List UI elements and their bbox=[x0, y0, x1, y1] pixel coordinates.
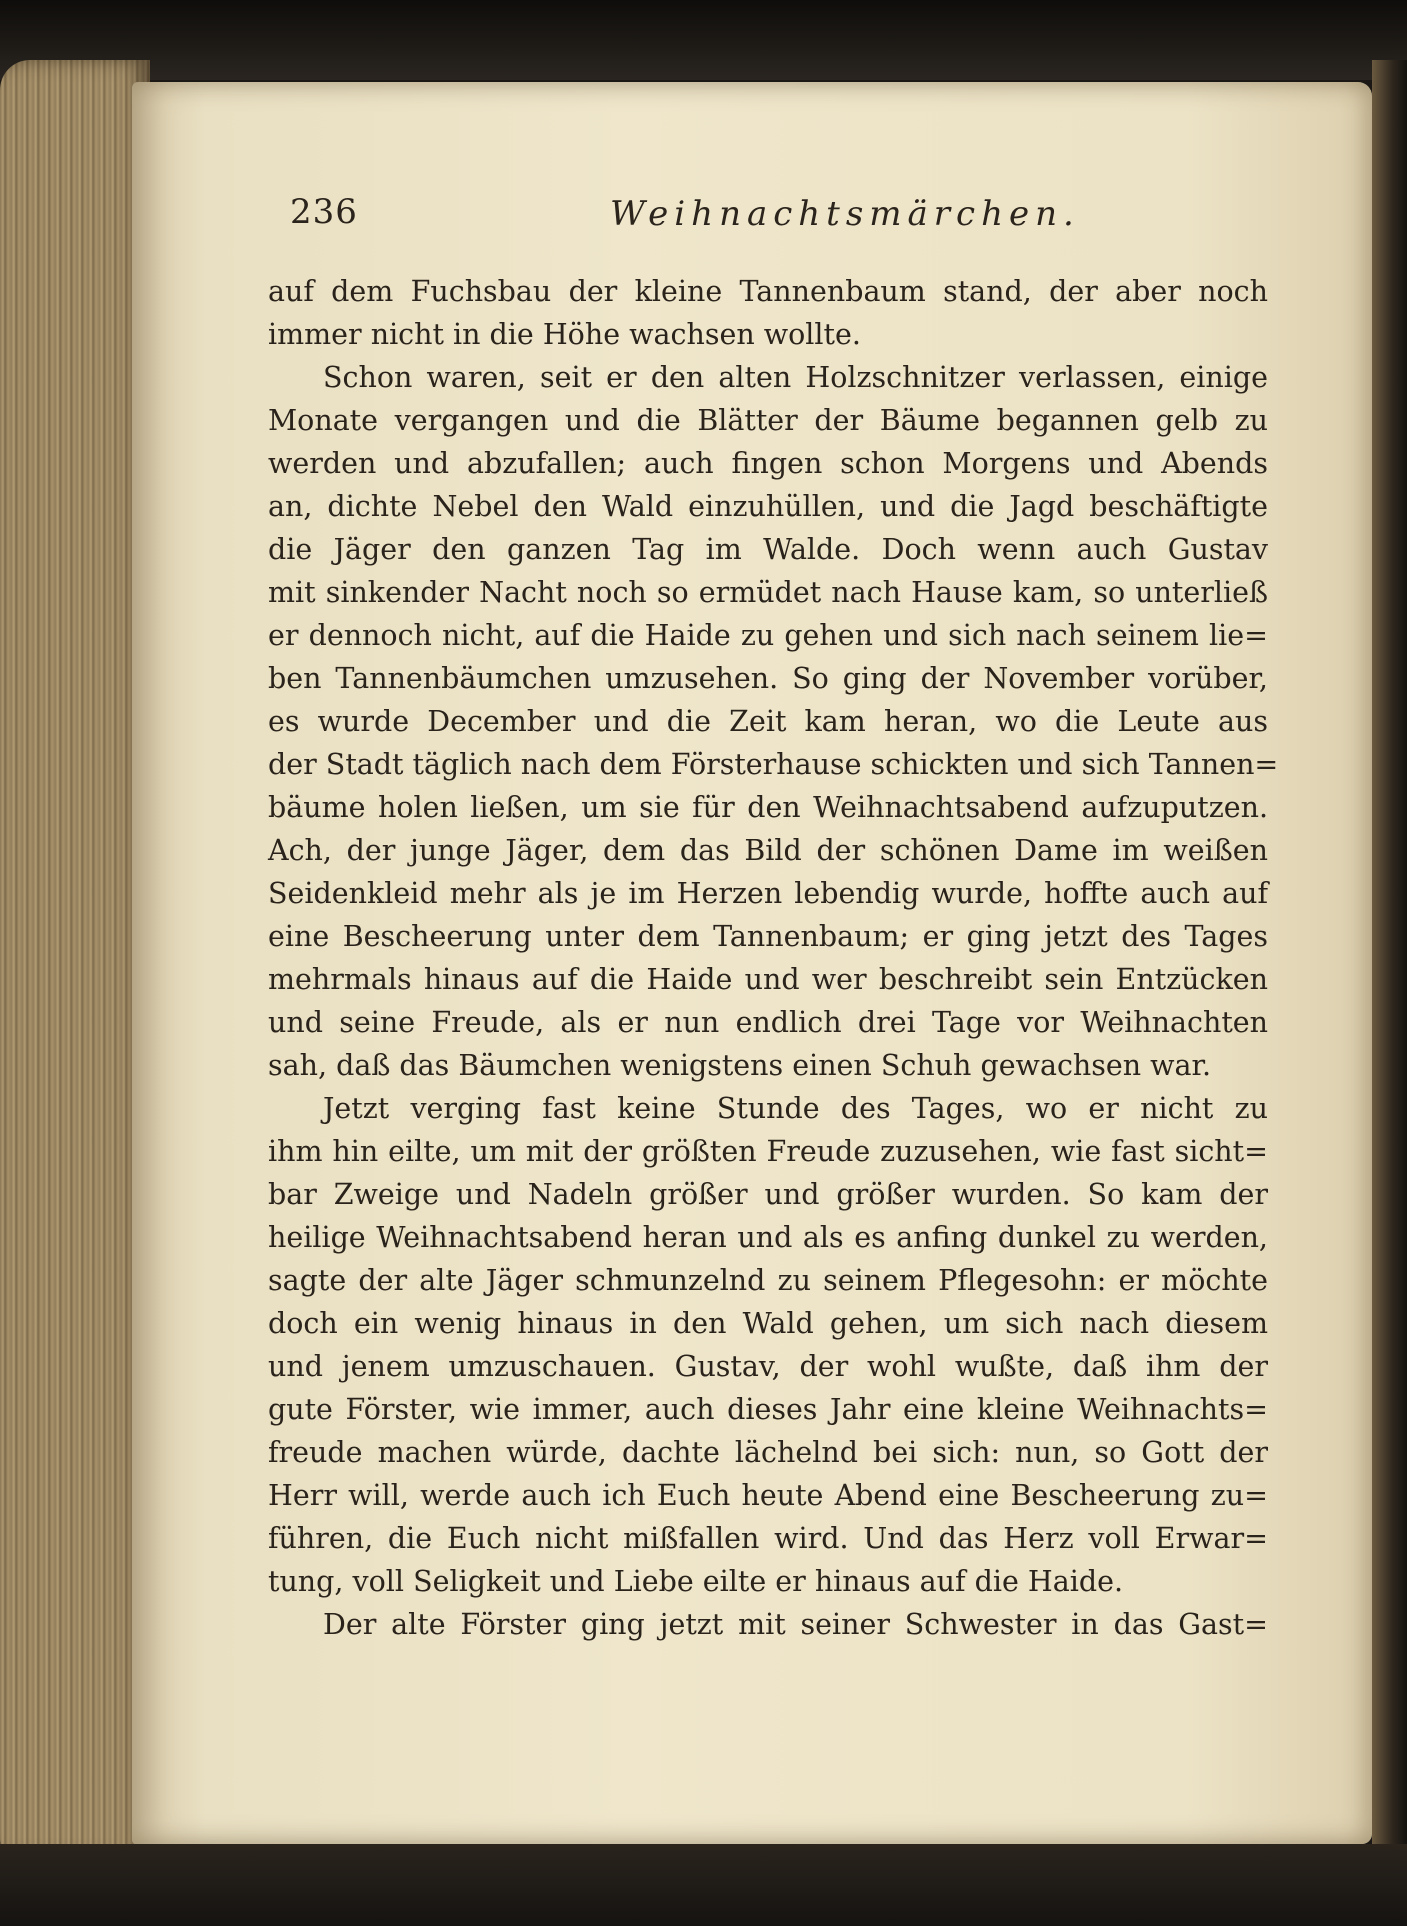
text-line: gute Förster, wie immer, auch dieses Jahr eine kleine Weihnachts= bbox=[268, 1393, 1268, 1426]
book-cover-bottom-edge bbox=[0, 1844, 1407, 1926]
text-line: freude machen würde, dachte lächelnd bei sich: nun, so Gott der bbox=[268, 1436, 1268, 1469]
book-binding-right-edge bbox=[1372, 60, 1407, 1880]
text-line: bäume holen ließen, um sie für den Weihnachtsabend aufzuputzen. bbox=[268, 791, 1268, 824]
text-line: die Jäger den ganzen Tag im Walde. Doch wenn auch Gustav bbox=[268, 533, 1268, 566]
text-line: werden und abzufallen; auch fingen schon Morgens und Abends bbox=[268, 447, 1268, 480]
body-text bbox=[268, 270, 1279, 1646]
page-number: 236 bbox=[290, 192, 358, 232]
text-line: doch ein wenig hinaus in den Wald gehen, um sich nach diesem bbox=[268, 1307, 1268, 1340]
text-line: Monate vergangen und die Blätter der Bäume begannen gelb zu bbox=[268, 404, 1268, 437]
text-line: der Stadt täglich nach dem Försterhause schickten und sich Tannen= bbox=[268, 748, 1279, 781]
text-line: ben Tannenbäumchen umzusehen. So ging der November vorüber, bbox=[268, 662, 1268, 695]
text-line: Herr will, werde auch ich Euch heute Abend eine Bescheerung zu= bbox=[268, 1479, 1268, 1512]
text-line: Schon waren, seit er den alten Holzschnitzer verlassen, einige bbox=[323, 361, 1268, 394]
page-header bbox=[290, 192, 1290, 242]
text-line: sagte der alte Jäger schmunzelnd zu seinem Pflegesohn: er möchte bbox=[268, 1264, 1268, 1297]
text-line: Jetzt verging fast keine Stunde des Tages, wo er nicht zu bbox=[323, 1092, 1268, 1125]
text-line: er dennoch nicht, auf die Haide zu gehen und sich nach seinem lie= bbox=[268, 619, 1268, 652]
text-line: Ach, der junge Jäger, dem das Bild der schönen Dame im weißen bbox=[268, 834, 1268, 867]
text-line: mehrmals hinaus auf die Haide und wer beschreibt sein Entzücken bbox=[268, 963, 1268, 996]
text-line: tung, voll Seligkeit und Liebe eilte er hinaus auf die Haide. bbox=[268, 1565, 1124, 1598]
text-line: heilige Weihnachtsabend heran und als es anfing dunkel zu werden, bbox=[268, 1221, 1268, 1254]
text-line: ihm hin eilte, um mit der größten Freude zuzusehen, wie fast sicht= bbox=[268, 1135, 1268, 1168]
book-cover-top-edge bbox=[0, 0, 1407, 80]
text-line: auf dem Fuchsbau der kleine Tannenbaum stand, der aber noch bbox=[268, 275, 1268, 308]
stacked-page-edges bbox=[0, 60, 150, 1860]
text-line: sah, daß das Bäumchen wenigstens einen Schuh gewachsen war. bbox=[268, 1049, 1212, 1082]
text-line: immer nicht in die Höhe wachsen wollte. bbox=[268, 318, 861, 351]
text-line: und jenem umzuschauen. Gustav, der wohl wußte, daß ihm der bbox=[268, 1350, 1268, 1383]
running-title: Weihnachtsmärchen. bbox=[610, 194, 1080, 234]
text-line: mit sinkender Nacht noch so ermüdet nach Hause kam, so unterließ bbox=[268, 576, 1268, 609]
text-line: an, dichte Nebel den Wald einzuhüllen, und die Jagd beschäftigte bbox=[268, 490, 1268, 523]
text-line: Der alte Förster ging jetzt mit seiner Schwester in das Gast= bbox=[323, 1608, 1268, 1641]
text-line: eine Bescheerung unter dem Tannenbaum; er ging jetzt des Tages bbox=[268, 920, 1268, 953]
text-line: und seine Freude, als er nun endlich drei Tage vor Weihnachten bbox=[268, 1006, 1268, 1039]
text-line: Seidenkleid mehr als je im Herzen lebendig wurde, hoffte auch auf bbox=[268, 877, 1268, 910]
text-line: führen, die Euch nicht mißfallen wird. Und das Herz voll Erwar= bbox=[268, 1522, 1268, 1555]
text-line: bar Zweige und Nadeln größer und größer wurden. So kam der bbox=[268, 1178, 1268, 1211]
text-line: es wurde December und die Zeit kam heran, wo die Leute aus bbox=[268, 705, 1268, 738]
